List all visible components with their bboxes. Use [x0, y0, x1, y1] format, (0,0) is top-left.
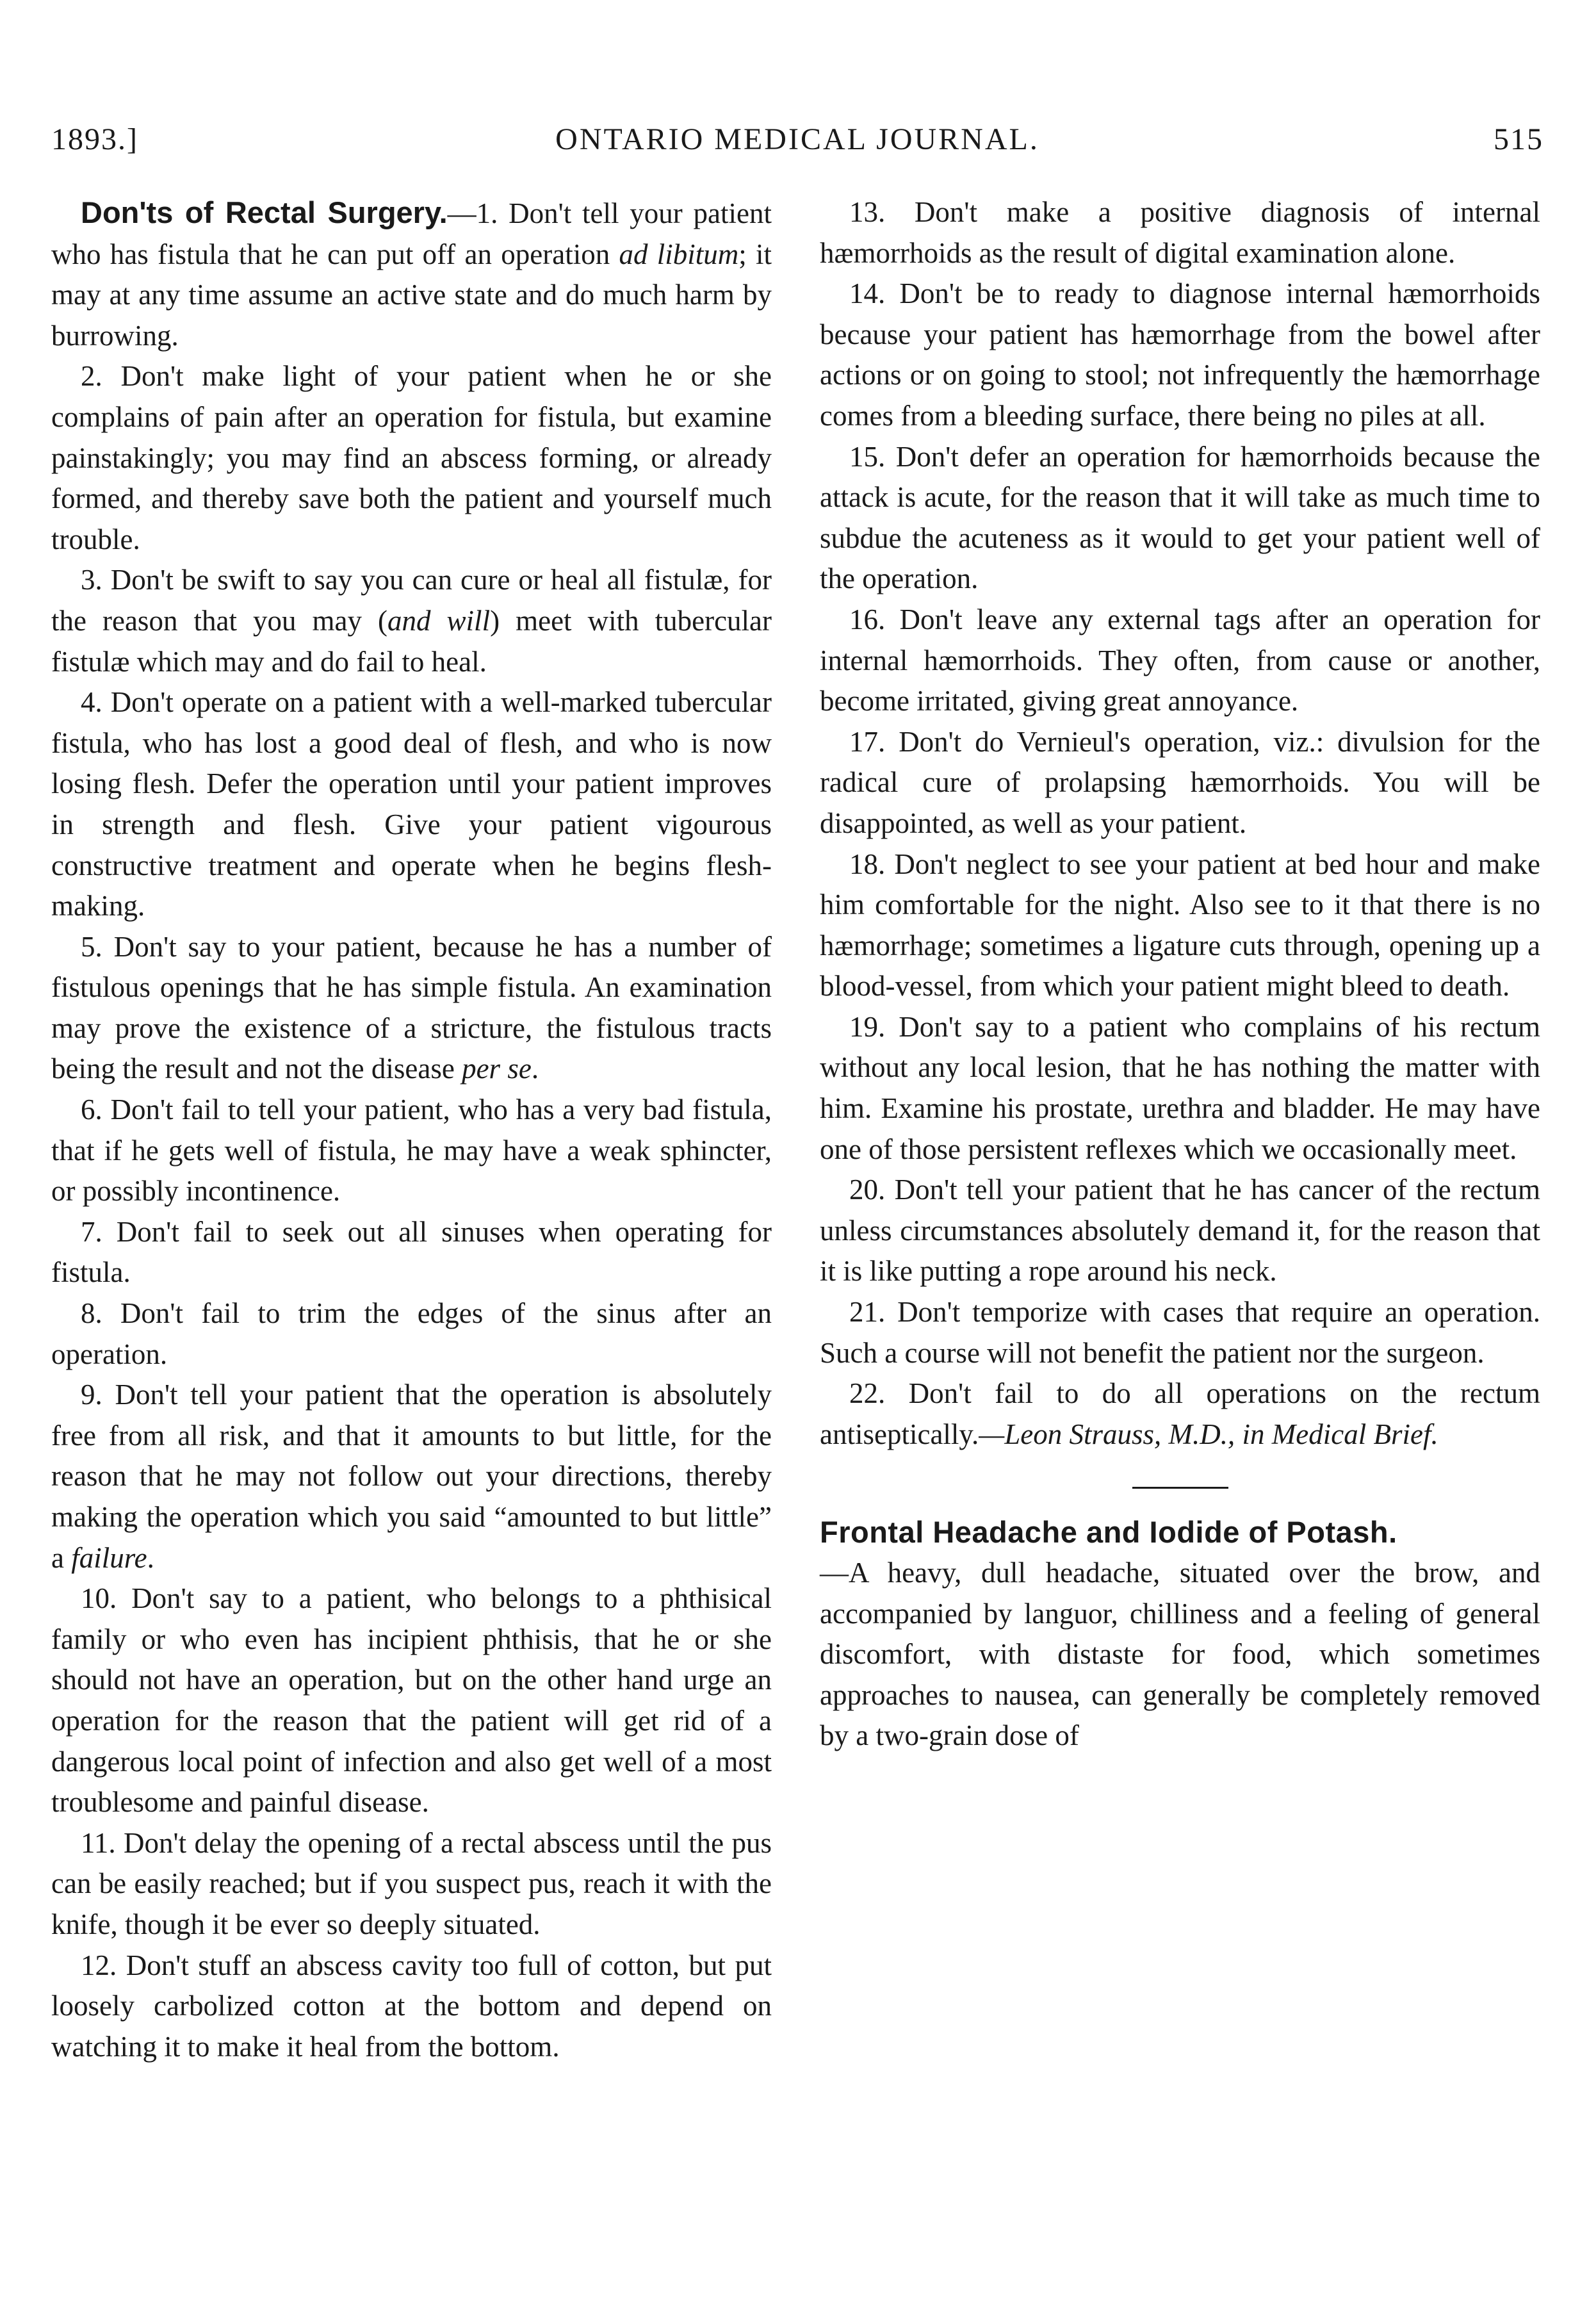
list-item: 15. Don't defer an operation for hæmorrhoids because the attack is acute, for the reason that it will take as much time to subdue the acuteness as it would to get your patient well of the operation. [820, 440, 1540, 595]
list-item: 4. Don't operate on a patient with a well-marked tubercular fistula, who has lost a good deal of flesh, and who is now losing flesh. Defer the operation until your patient improves in strength and flesh. Give your patient vigourous constructive treatment and operate when he begins flesh-making. [51, 686, 772, 922]
page-number: 515 [1494, 122, 1543, 156]
list-item: 13. Don't make a positive diagnosis of internal hæmorrhoids as the result of digital examination alone. [820, 196, 1540, 269]
list-item: 5. Don't say to your patient, because he has a number of fistulous openings that he has simple fistula. An examination may prove the existence of a stricture, the fistulous tracts being the result and not the disease per se. [51, 930, 772, 1085]
list-item: 2. Don't make light of your patient when he or she complains of pain after an operation for fistula, but examine painstakingly; you may find an abscess forming, or already formed, and thereby save both the patient and yourself much trouble. [51, 360, 772, 555]
left-column [51, 192, 772, 2067]
right-column [820, 192, 1540, 1756]
list-item: Don'ts of Rectal Surgery.—1. Don't tell your patient who has fistula that he can put off an operation ad libitum; it may at any time assume an active state and do much harm by burrowing. [51, 195, 772, 352]
list-item: 16. Don't leave any external tags after an operation for internal hæmorrhoids. They often, from cause or another, become irritated, giving great annoyance. [820, 603, 1540, 717]
article-source: —Leon Strauss, M.D., in Medical Brief. [979, 1418, 1438, 1450]
list-item: 21. Don't temporize with cases that require an operation. Such a course will not benefit the patient nor the surgeon. [820, 1296, 1540, 1369]
list-item: 20. Don't tell your patient that he has cancer of the rectum unless circumstances absolutely demand it, for the reason that it is like putting a rope around his neck. [820, 1174, 1540, 1288]
article-title-frontal-headache: Frontal Headache and Iodide of Potash. [820, 1515, 1397, 1550]
list-item: 3. Don't be swift to say you can cure or heal all fistulæ, for the reason that you may (and will) meet with tubercular fistulæ which may and do fail to heal. [51, 564, 772, 678]
list-item: 19. Don't say to a patient who complains of his rectum without any local lesion, that he has nothing the matter with him. Examine his prostate, urethra and bladder. He may have one of those persistent reflexes which we occasionally meet. [820, 1010, 1540, 1165]
article-divider [1132, 1487, 1228, 1489]
list-item: 17. Don't do Vernieul's operation, viz.: divulsion for the radical cure of prolapsing hæmorrhoids. You will be disappointed, as well as your patient. [820, 725, 1540, 839]
list-item: 22. Don't fail to do all operations on the rectum antiseptically.—Leon Strauss, M.D., in Medical Brief. [820, 1377, 1540, 1450]
list-item: 7. Don't fail to seek out all sinuses when operating for fistula. [51, 1215, 772, 1289]
list-item: 14. Don't be to ready to diagnose internal hæmorrhoids because your patient has hæmorrhage from the bowel after actions or on going to stool; not infrequently the hæmorrhage comes from a bleeding surface, there being no piles at all. [820, 277, 1540, 432]
list-item: 12. Don't stuff an abscess cavity too full of cotton, but put loosely carbolized cotton at the bottom and depend on watching it to make it heal from the bottom. [51, 1949, 772, 2063]
journal-title: ONTARIO MEDICAL JOURNAL. [555, 122, 1039, 156]
list-item: 18. Don't neglect to see your patient at bed hour and make him comfortable for the night. Also see to it that there is no hæmorrhage; sometimes a ligature cuts through, opening up a blood-vessel, from which your patient might bleed to death. [820, 848, 1540, 1003]
list-item: 10. Don't say to a patient, who belongs to a phthisical family or who even has incipient phthisis, that he or she should not have an operation, but on the other hand urge an operation for the reason that the patient will get rid of a dangerous local point of infection and also get well of a most troublesome and painful disease. [51, 1582, 772, 1819]
list-item: 9. Don't tell your patient that the operation is absolutely free from all risk, and that it amounts to but little, for the reason that he may not follow out your directions, thereby making the operation which you said “amounted to but little” a failure. [51, 1379, 772, 1574]
article-title-rectal-surgery: Don'ts of Rectal Surgery. [81, 195, 448, 229]
list-item: 8. Don't fail to trim the edges of the sinus after an operation. [51, 1297, 772, 1370]
list-item: 6. Don't fail to tell your patient, who has a very bad fistula, that if he gets well of fistula, he may have a weak sphincter, or possibly incontinence. [51, 1093, 772, 1208]
article-paragraph: Frontal Headache and Iodide of Potash. —A heavy, dull headache, situated over the brow, and accompanied by languor, chilliness and a feeling of general discomfort, with distaste for food, which sometimes approaches to nausea, can generally be completely removed by a two-grain dose of [820, 1512, 1540, 1756]
list-item: 11. Don't delay the opening of a rectal abscess until the pus can be easily reached; but if you suspect pus, reach it with the knife, though it be ever so deeply situated. [51, 1826, 772, 1940]
running-head [51, 122, 1543, 167]
header-year: 1893.] [51, 122, 138, 156]
